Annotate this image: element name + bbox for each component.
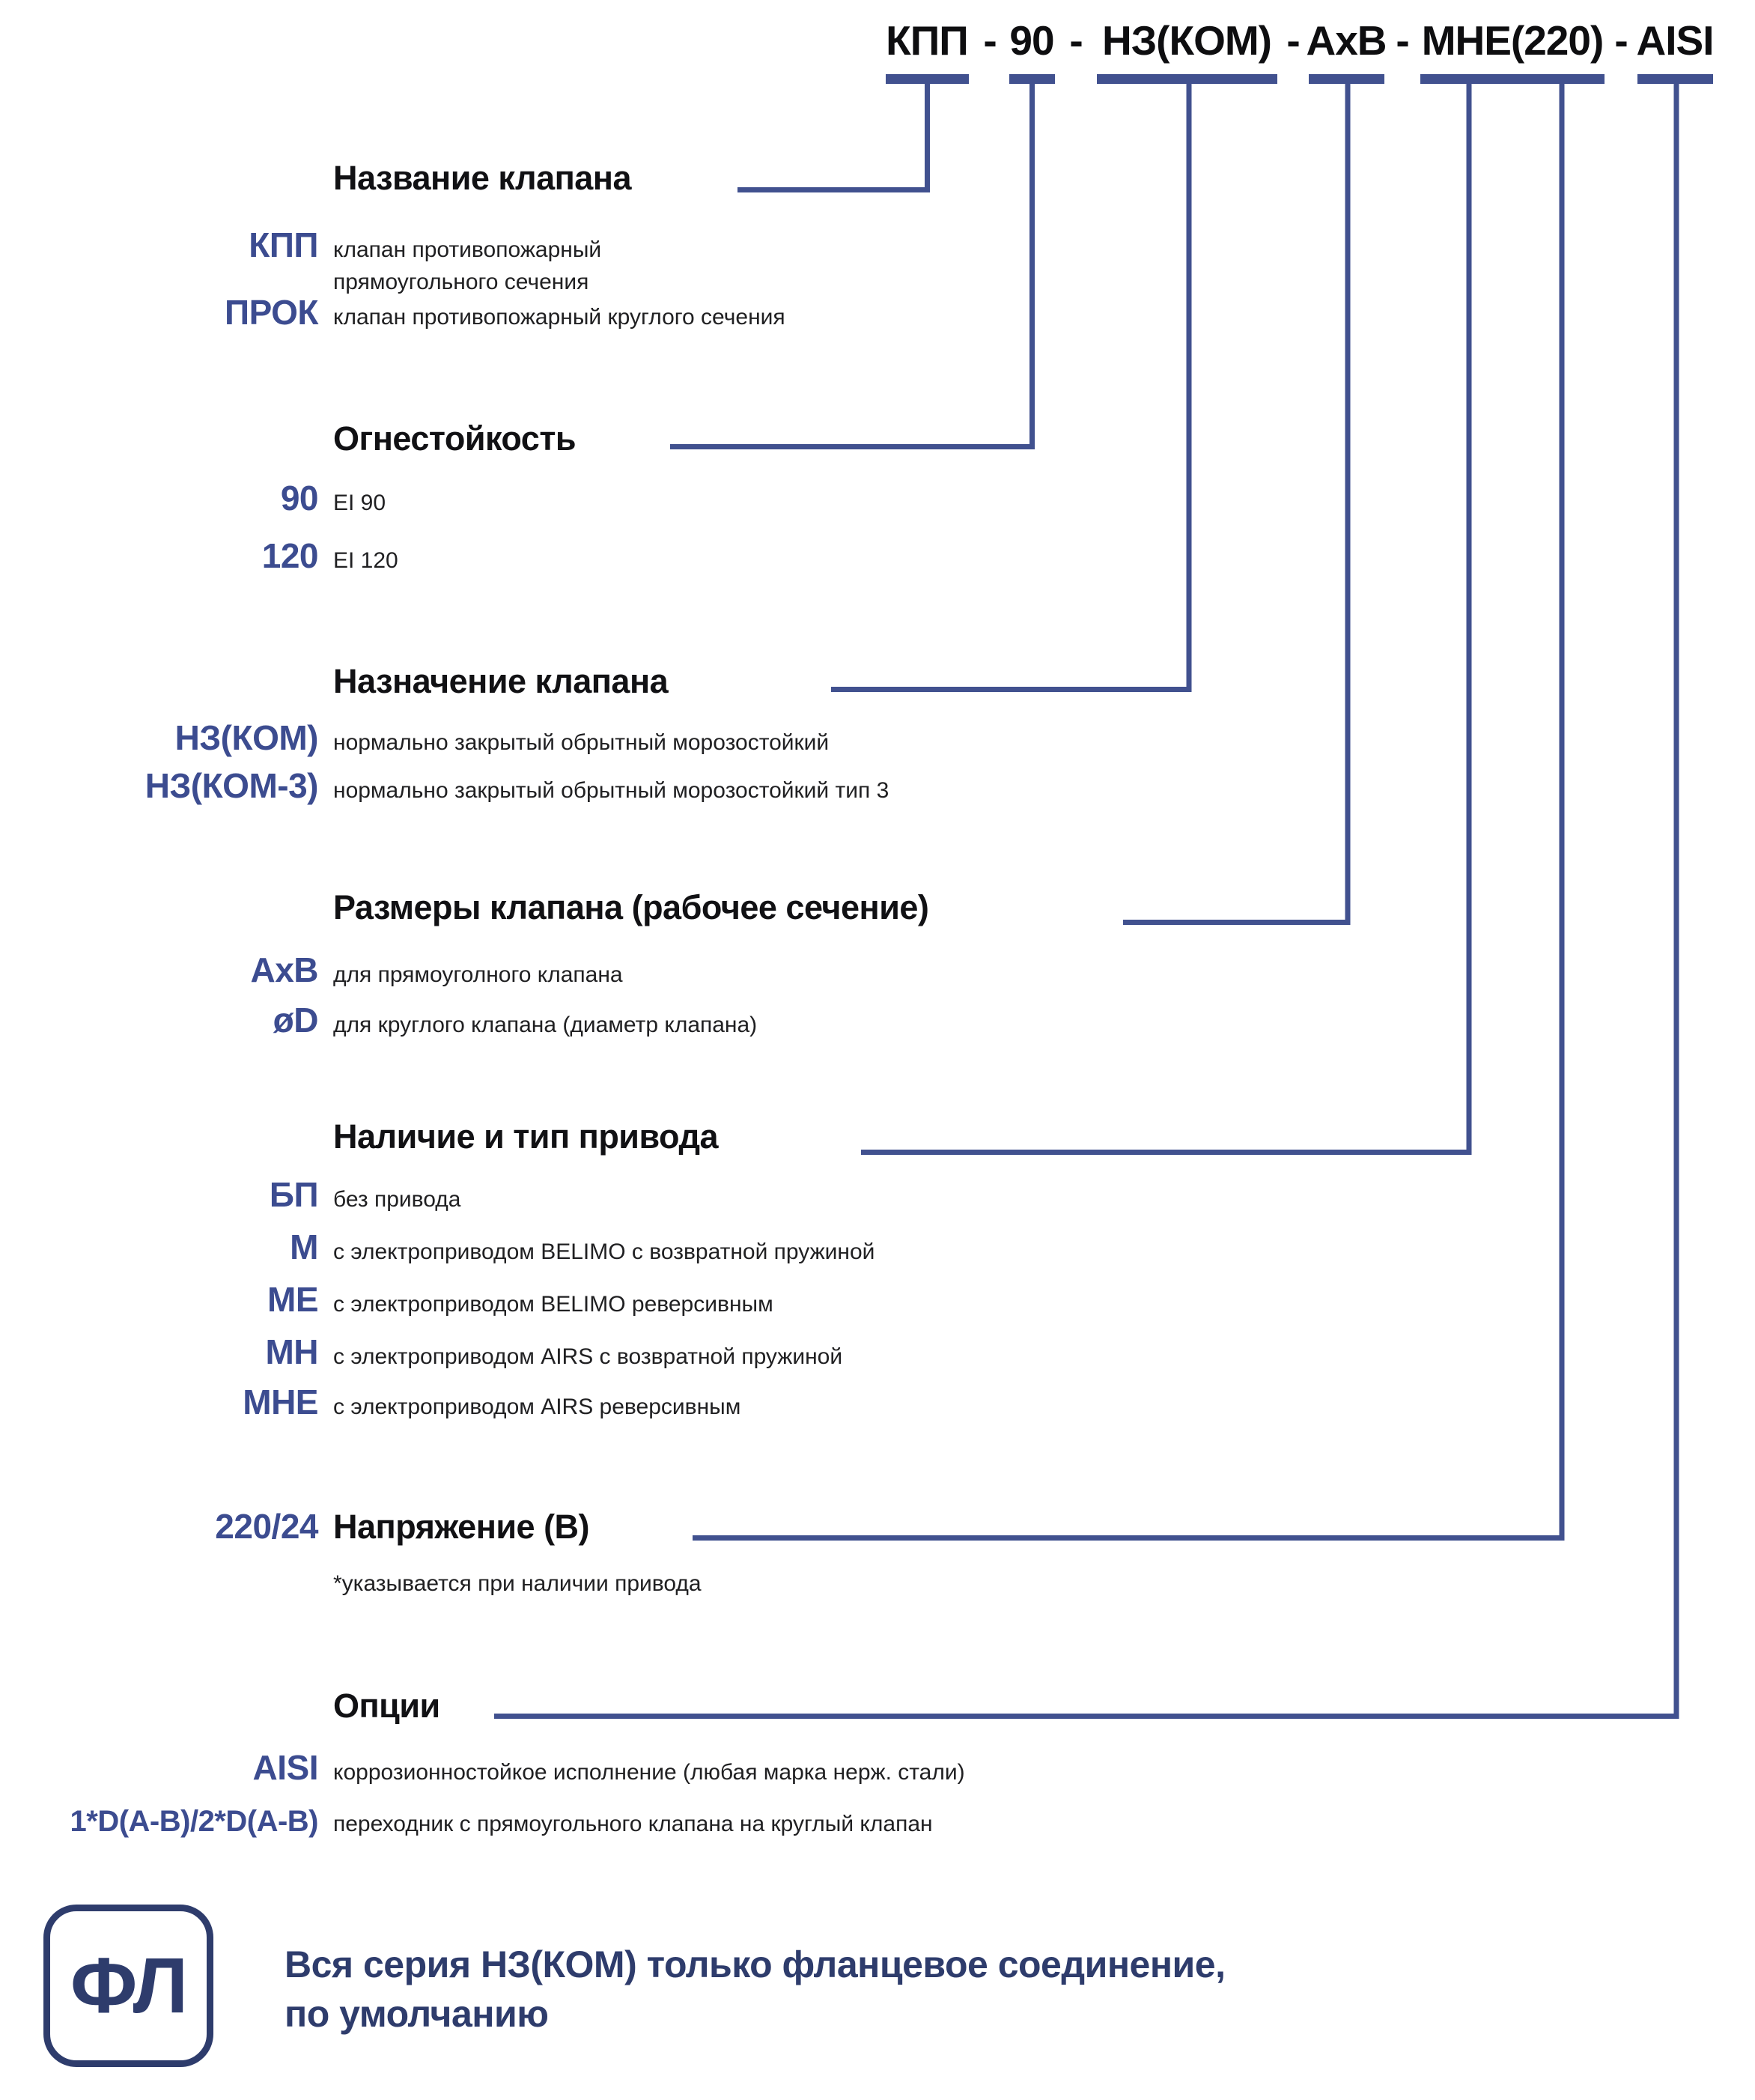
code-description [333,1756,965,1788]
description-line: переходник с прямоугольного клапана на круглый клапан [333,1812,933,1836]
description-line: с электроприводом BELIMO с возвратной пружиной [333,1239,875,1264]
code-label: 90 [280,479,318,518]
item-nz-kom [30,717,1512,759]
code-description [333,487,386,519]
code-label: AISI [252,1748,318,1787]
formula-segment-fire-rating: 90 [1009,17,1054,64]
description-line: для прямоуголного клапана [333,962,623,987]
connector-valve-name [737,84,928,190]
section-title-fire-rating: Огнестойкость [333,419,577,458]
flange-badge [43,1905,213,2067]
code-label: НЗ(КОМ-3) [145,766,318,805]
item-me [30,1279,1512,1320]
flange-badge-label: ФЛ [70,1941,187,2030]
item-adapter [30,1805,1512,1840]
item-diameter [30,1000,1512,1041]
description-line: с электроприводом AIRS с возвратной пружиной [333,1344,843,1369]
code-label: КПП [249,225,318,264]
description-line: без привода [333,1187,461,1212]
code-description [333,1236,875,1268]
description-line: EI 120 [333,548,398,573]
code-label: МН [265,1332,318,1371]
footer-note [285,1940,1225,2039]
formula-segment-size: АхВ [1306,17,1387,64]
item-mn [30,1332,1512,1373]
code-description [333,234,601,298]
code-label: НЗ(КОМ) [174,718,318,757]
section-title-size: Размеры клапана (рабочее сечение) [333,888,929,926]
item-nz-kom-3 [30,765,1512,807]
formula-separator: - [1396,17,1409,64]
formula-separator: - [1069,17,1083,64]
code-description [333,1391,740,1423]
section-title-actuator: Наличие и тип привода [333,1117,719,1156]
bar-valve-name [886,74,969,84]
code-description [333,544,398,577]
formula-separator: - [1286,17,1300,64]
formula-segment-options: AISI [1636,17,1714,64]
code-description [333,726,829,759]
formula-separator: - [983,17,997,64]
code-label: М [290,1227,318,1266]
code-description [333,1288,773,1320]
description-line: с электроприводом AIRS реверсивным [333,1395,741,1419]
code-description [333,1808,933,1840]
code-label: øD [273,1001,318,1040]
description-line: с электроприводом BELIMO реверсивным [333,1292,773,1317]
item-mne [30,1382,1512,1423]
bar-actuator-voltage [1420,74,1605,84]
code-label: БП [269,1175,318,1214]
item-m [30,1227,1512,1268]
item-120 [30,535,1512,577]
connector-purpose [831,84,1189,690]
code-label: АхВ [250,950,318,989]
formula-segment-valve-name: КПП [886,17,968,64]
code-label: МЕ [267,1280,318,1319]
formula-segment-actuator: МНЕ(220) [1421,17,1604,64]
description-line: нормально закрытый обрытный морозостойкий тип 3 [333,778,889,803]
code-label: 120 [261,536,318,575]
section-title-options: Опции [333,1687,440,1725]
formula-segment-purpose: НЗ(КОМ) [1102,17,1271,64]
item-aisi [30,1747,1512,1788]
code-label: 1*D(A-B)/2*D(A-B) [70,1805,318,1838]
description-line: клапан противопожарный круглого сечения [333,305,785,330]
code-description [333,1009,757,1041]
description-line: EI 90 [333,491,386,515]
code-label: 220/24 [215,1507,318,1546]
footer-note-line: по умолчанию [285,1993,549,2035]
code-description [333,1183,460,1216]
code-description [333,301,785,333]
code-description [333,1341,842,1373]
description-line: прямоугольного сечения [333,270,589,294]
item-bp [30,1174,1512,1216]
formula-separator: - [1614,17,1628,64]
bar-fire-rating [1009,74,1055,84]
item-90 [30,478,1512,519]
item-axb [30,950,1512,991]
bar-options [1637,74,1713,84]
item-prok [30,292,1512,333]
voltage-note: *указывается при наличии привода [333,1571,702,1596]
code-description [333,774,889,807]
description-line: клапан противопожарный [333,237,602,262]
description-line: для круглого клапана (диаметр клапана) [333,1013,758,1037]
code-label: ПРОК [225,293,318,332]
section-title-voltage: Напряжение (В) [333,1508,590,1546]
voltage-heading-row [30,1506,1512,1547]
code-description [333,959,623,991]
section-title-valve-name: Название клапана [333,159,632,197]
code-label: МНЕ [243,1383,318,1421]
section-title-purpose: Назначение клапана [333,662,669,700]
bar-purpose [1097,74,1277,84]
footer-note-line: Вся серия НЗ(КОМ) только фланцевое соединение, [285,1943,1226,1985]
bar-size [1309,74,1384,84]
description-line: коррозионностойкое исполнение (любая марка нерж. стали) [333,1760,965,1785]
item-kpp [30,225,1512,298]
description-line: нормально закрытый обрытный морозостойкий [333,730,830,755]
